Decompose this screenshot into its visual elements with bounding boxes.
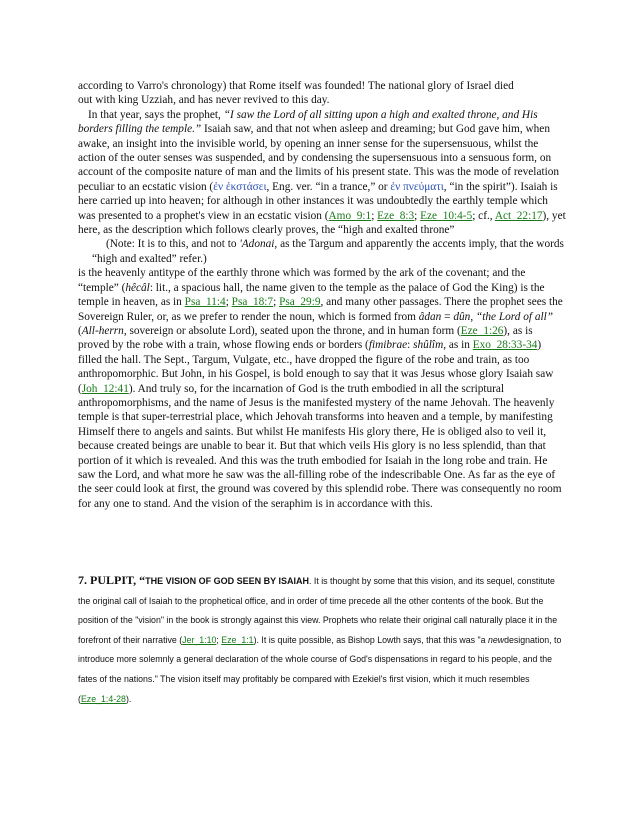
quote: “I saw the Lord of all sitting upon a high and exalted throne, and His borders filling the temple.” [78, 108, 538, 136]
scripture-link[interactable]: Joh_12:41 [81, 382, 129, 395]
text: = [441, 310, 454, 323]
term: “the Lord of all” [475, 310, 554, 323]
text: : lit., a spacious hall, the name given to the temple as the palace of God the King) is the temple in heaven, as in [78, 281, 545, 309]
text: , as the Targum and apparently the accents imply, that the words “high and exalted” refer.) [92, 238, 564, 265]
text: ) filled the hall. The Sept., Targum, Vulgate, etc., have dropped the figure of the robe and train, as too anthropomorphic. But John, in his Gospel, is bold enough to say that it was Jesus whose glory Isaiah saw ( [78, 339, 554, 395]
paragraph-vision [78, 108, 566, 238]
text: ; [414, 209, 421, 222]
term: hêcâl [125, 281, 150, 294]
scripture-link[interactable]: Psa_11:4 [184, 296, 226, 309]
text: In that year, says the prophet, [88, 108, 224, 121]
scripture-link[interactable]: Eze_10:4-5 [420, 209, 473, 222]
scripture-link[interactable]: Eze_1:26 [460, 324, 504, 337]
term: 'Adonai [239, 238, 275, 251]
text: : [407, 339, 414, 352]
text: ). [125, 693, 132, 704]
paragraph-temple [78, 266, 566, 511]
scripture-link[interactable]: Eze_8:3 [377, 209, 415, 222]
term: shûlîm [413, 339, 444, 352]
term: All-herrn [81, 324, 124, 337]
text: is the heavenly antitype of the earthly throne which was formed by the ark of the covenant; and the “temple” ( [78, 267, 526, 294]
scripture-link[interactable]: Eze_1:4-28 [80, 693, 126, 704]
text: Isaiah saw, and that not when asleep and dreaming; but God gave him, when awake, an insight into the invisible world, by opening an inner sense for the supersensuous, whilst the action of the outer senses was suspended, and by condensing the supersensuous into a sensuous form, on account of the composite nature of man and the limits of his present state. This was the mode of revelation peculiar to an ecstatic vision ( [78, 123, 560, 193]
text: , sovereign or absolute Lord), seated upon the throne, and in human form ( [123, 324, 461, 337]
paragraph-pulpit [78, 571, 566, 709]
term: new [487, 634, 505, 645]
scripture-link[interactable]: Exo_28:33-34 [472, 339, 538, 352]
text: designation, to introduce more solemnly a general declaration of the whole course of God's dispensations in regard to his people, and the fates of the nations." The vision itself may profitably be compared with Ezekiel's first vision, which it much resembles ( [78, 634, 562, 704]
text: ). It is quite possible, as Bishop Lowth says, that this was "a [253, 634, 488, 645]
term: dûn [453, 310, 471, 323]
footnote [92, 237, 566, 266]
paragraph-continuation [78, 79, 566, 108]
text: ), yet here, as the description which follows clearly proves, the “high and exalted throne” [78, 209, 566, 237]
text: ; [371, 209, 378, 222]
scripture-link[interactable]: Eze_1:1 [221, 634, 254, 645]
text: , as in [443, 339, 473, 352]
text: ; [225, 296, 232, 309]
text: ; [273, 296, 280, 309]
commentary-body [78, 79, 566, 511]
section-title: THE VISION OF GOD SEEN BY ISAIAH [145, 576, 309, 586]
text: ; cf., [472, 209, 495, 222]
text: (Note: It is to this, and not to [106, 238, 240, 251]
text: , [470, 310, 476, 323]
text: , Eng. ver. “in a trance,” or [266, 180, 391, 193]
text: ), as is proved by the robe with a train, whose flowing ends or borders ( [78, 324, 533, 352]
text: ). And truly so, for the incarnation of God is the truth embodied in all the scriptural anthropomorphisms, and the name of Jesus is the manifested mystery of the name Jehovah. The heavenly temple is that super-terrestrial place, which Jehovah transforms into heaven and a temple, by manifesting Himself there to angels and saints. But whilst He manifests His glory there, He is obliged also to veil it, because created beings are unable to bear it. But that which veils His glory is no less splendid, than that portion of it which is revealed. And this was the truth embodied for Isaiah in the long robe and train. He saw the Lord, and what more he saw was the all-filling robe of the indescribable One. As far as the eye of the seer could look at first, the ground was covered by this splendid robe. There was consequently no room for any one to stand. And the vision of the seraphim is in accordance with this. [78, 382, 562, 510]
scripture-link[interactable]: Psa_18:7 [231, 296, 274, 309]
term: fimibrae [368, 339, 408, 352]
text: , “in the spirit”). Isaiah is here carried up into heaven; for although in other instances it was undoubtedly the earthly temple which was presented to a prophet's view in an ecstatic vision ( [78, 180, 558, 222]
scripture-link[interactable]: Psa_29:9 [279, 296, 321, 309]
term: âdan [418, 310, 442, 323]
pulpit-section [78, 571, 566, 709]
greek-term: ἐν πνεύματι [390, 180, 444, 193]
section-heading: 7. PULPIT, “ [78, 573, 146, 587]
greek-term: ἐν ἐκστάσει [213, 180, 267, 193]
text: according to Varro's chronology) that Rome itself was founded! The national glory of Israel died [78, 80, 514, 92]
text: ; [216, 634, 222, 645]
scripture-link[interactable]: Act_22:17 [494, 209, 543, 222]
text: ( [78, 324, 82, 337]
scripture-link[interactable]: Jer_1:10 [182, 634, 217, 645]
text: , and many other passages. There the prophet sees the Sovereign Ruler, or, as we prefer to render the noun, which is formed from [78, 296, 563, 323]
text: . It is thought by some that this vision, and its sequel, constitute the original call of Isaiah to the prophetical office, and in order of time precede all the other contents of the book. But the position of the "vision" in the book is strongly against this view. Prophets who relate their original call naturally place it in the forefront of their narrative ( [78, 576, 558, 645]
scripture-link[interactable]: Amo_9:1 [328, 209, 372, 222]
text: out with king Uzziah, and has never revived to this day. [78, 94, 330, 107]
